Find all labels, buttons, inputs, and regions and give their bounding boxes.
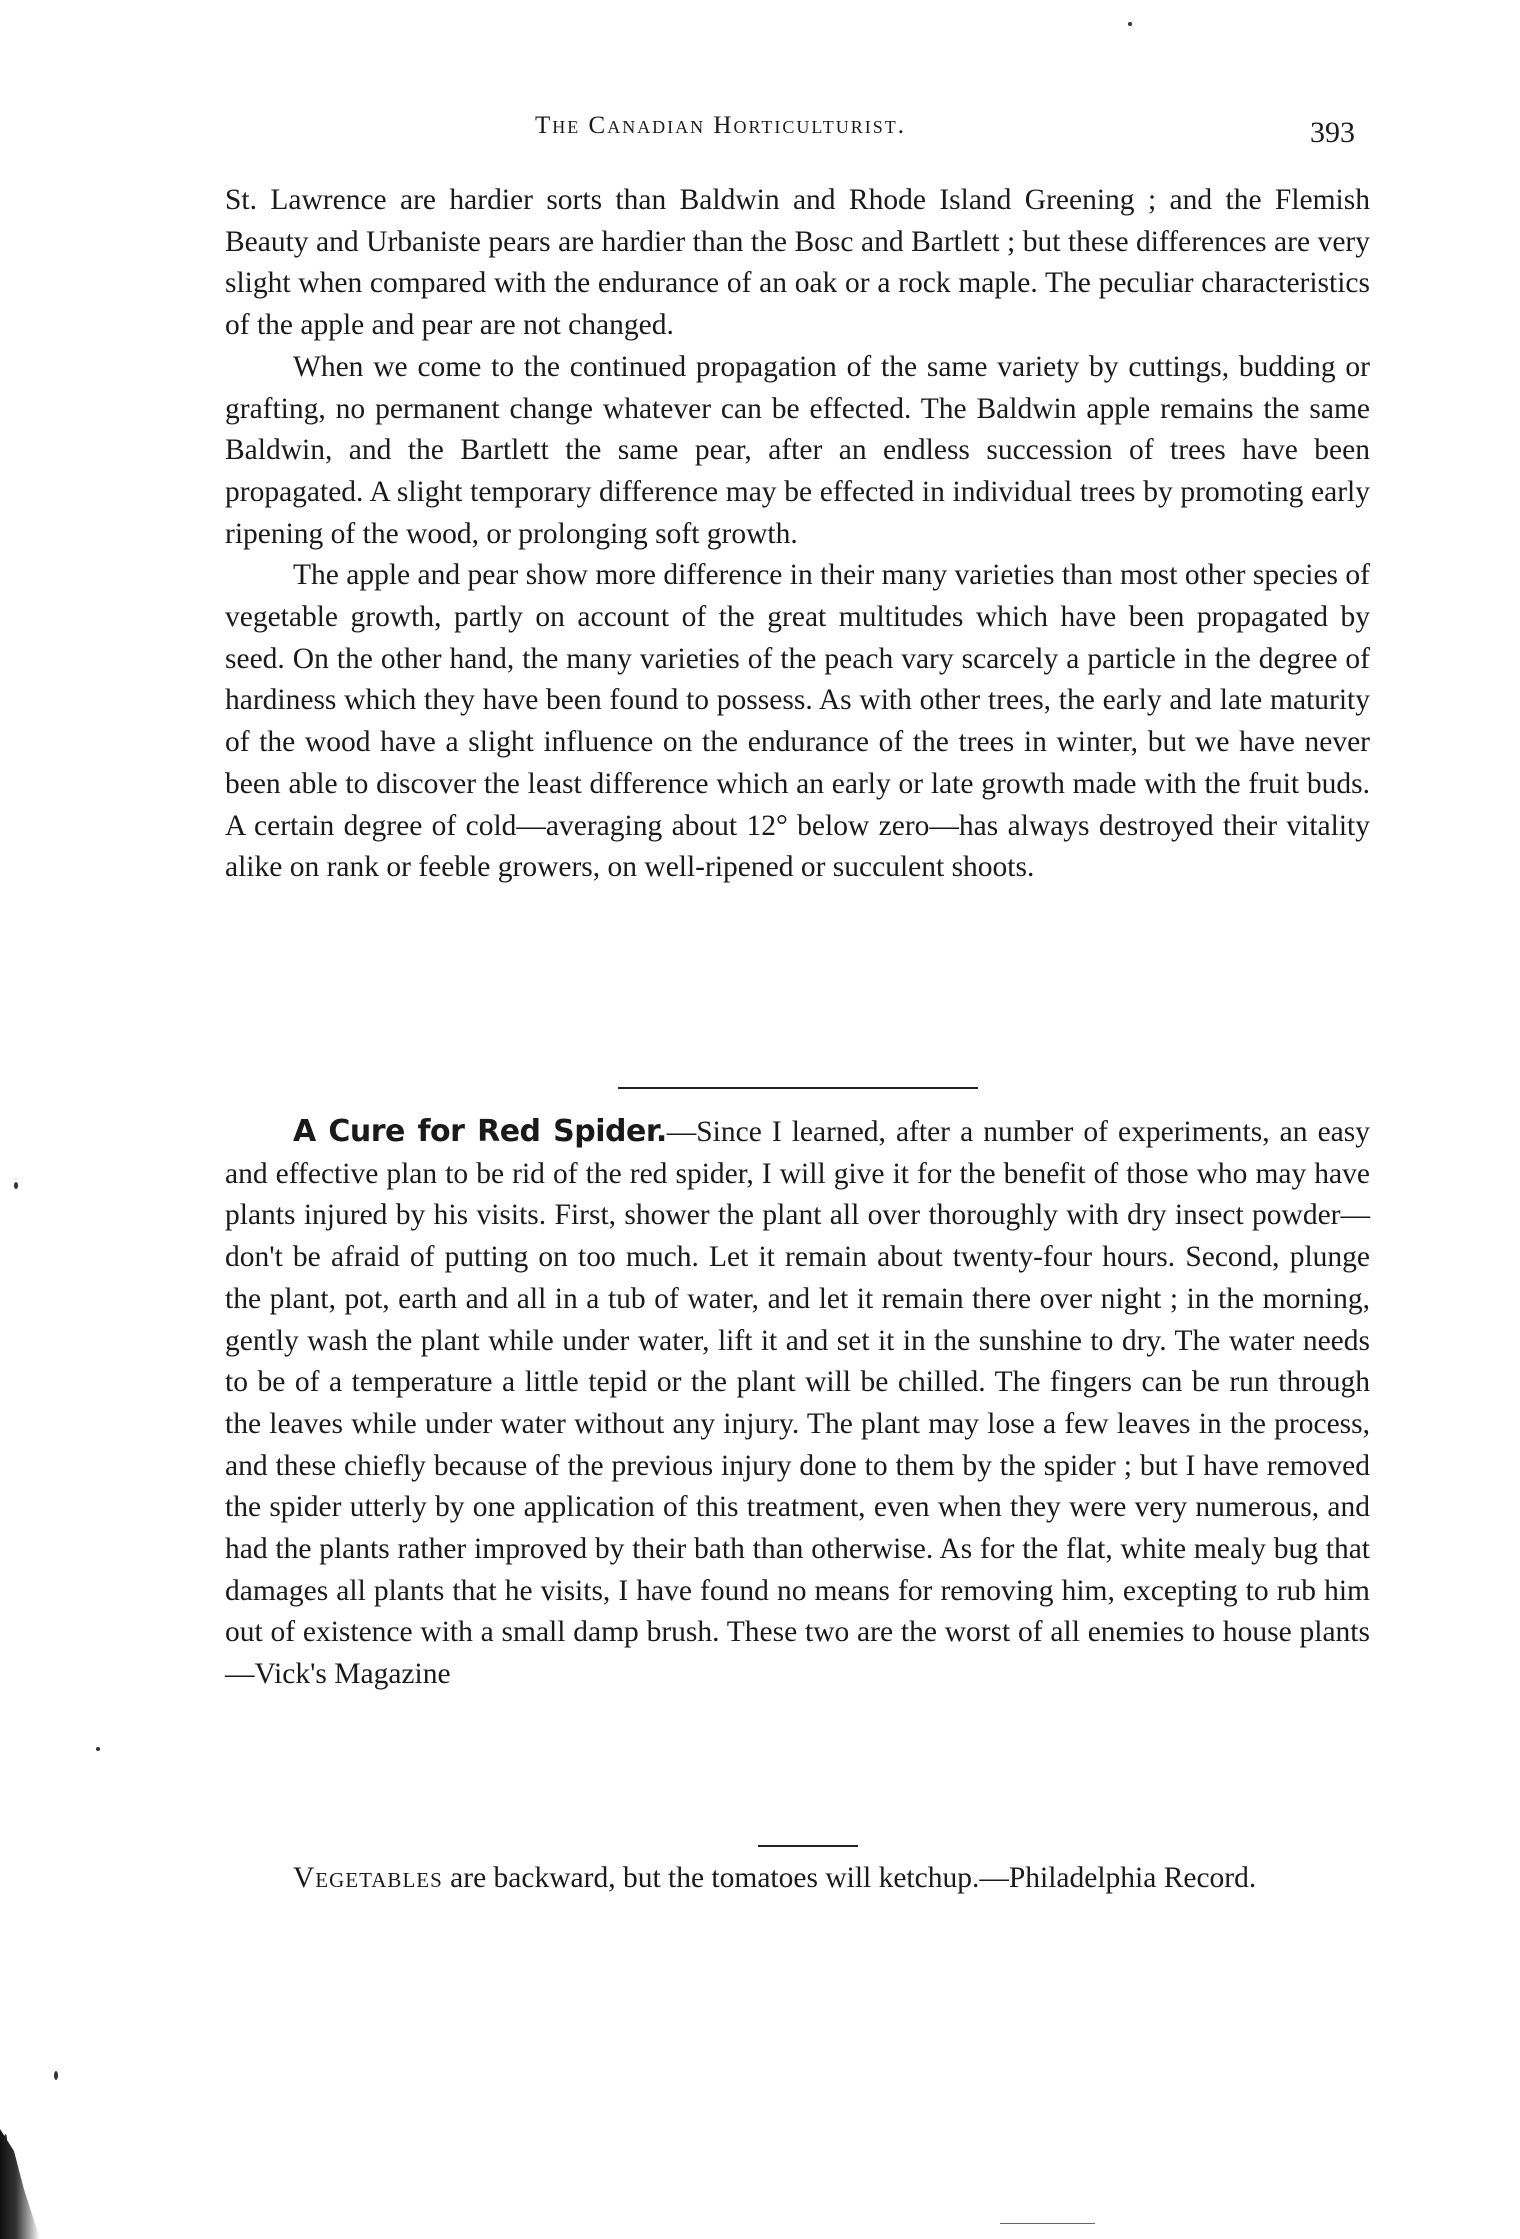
article-title: A Cure for Red Spider.: [293, 1114, 667, 1149]
scan-bottom-line: [1000, 2223, 1095, 2224]
paragraph-hardiness: St. Lawrence are hardier sorts than Baldwin and Rhode Island Greening ; and the Flemish Beauty and Urbaniste pears are hardier than the Bosc and Bartlett ; but these differences are very slight when compared with the endurance of an oak or a rock maple. The peculiar characteristics of the apple and pear are not changed.: [225, 184, 1370, 342]
scan-speck: [96, 1747, 100, 1751]
paragraph-peach: The apple and pear show more difference in their many varieties than most other species of vegetable growth, partly on account of the great multitudes which have been propagated by seed. On the other hand, the many varieties of the peach vary scarcely a particle in the degree of hardiness which they have been found to possess. As with other trees, the early and late maturity of the wood have a slight influence on the endurance of the trees in winter, but we have never been able to discover the least difference which an early or late growth made with the fruit buds. A certain degree of cold—averaging about 12° below zero—has always destroyed their vitality alike on rank or feeble growers, on well-ripened or succulent shoots.: [225, 559, 1370, 884]
joke-text: are backward, but the tomatoes will ketchup.—Philadelphia Record.: [442, 1862, 1257, 1894]
section-divider: [618, 1087, 978, 1089]
article-body: —Since I learned, after a number of experiments, an easy and effective plan to be rid of the red spider, I will give it for the benefit of those who may have plants injured by his visits. First, shower the plant all over thoroughly with dry insect powder—don't be afraid of putting on too much. Let it remain about twenty-four hours. Second, plunge the plant, pot, earth and all in a tub of water, and let it remain there over night ; in the morning, gently wash the plant while under water, lift it and set it in the sunshine to dry. The water needs to be of a temperature a little tepid or the plant will be chilled. The fingers can be run through the leaves while under water without any injury. The plant may lose a few leaves in the process, and these chiefly because of the previous injury done to them by the spider ; but I have removed the spider utterly by one application of this treatment, even when they were very numerous, and had the plants rather improved by their bath than otherwise. As for the flat, white mealy bug that damages all plants that he visits, I have found no means for removing him, excepting to rub him out of existence with a small damp brush. These two are the worst of all enemies to house plants —Vick's Magazine: [225, 1116, 1370, 1691]
joke-paragraph: [225, 1858, 1370, 1900]
article-paragraph: [225, 1111, 1370, 1696]
essay-continuation: [225, 180, 1370, 889]
running-head: [0, 112, 1520, 152]
joke-item: [225, 1858, 1370, 1900]
page-number: 393: [1310, 116, 1355, 149]
paragraph-propagation: When we come to the continued propagation of the same variety by cuttings, budding or grafting, no permanent change whatever can be effected. The Baldwin apple remains the same Baldwin, and the Bartlett the same pear, after an endless succession of trees have been propagated. A slight temporary difference may be effected in individual trees by promoting early ripening of the wood, or prolonging soft growth.: [225, 350, 1370, 550]
scan-speck: [1128, 22, 1132, 26]
scan-speck: [14, 1182, 18, 1189]
scan-speck: [54, 2071, 58, 2080]
joke-lead: Vegetables: [293, 1862, 443, 1894]
running-title: The Canadian Horticulturist.: [535, 112, 906, 139]
short-divider: [758, 1845, 858, 1847]
red-spider-article: [225, 1111, 1370, 1696]
scan-edge-shadow: [0, 2129, 40, 2239]
